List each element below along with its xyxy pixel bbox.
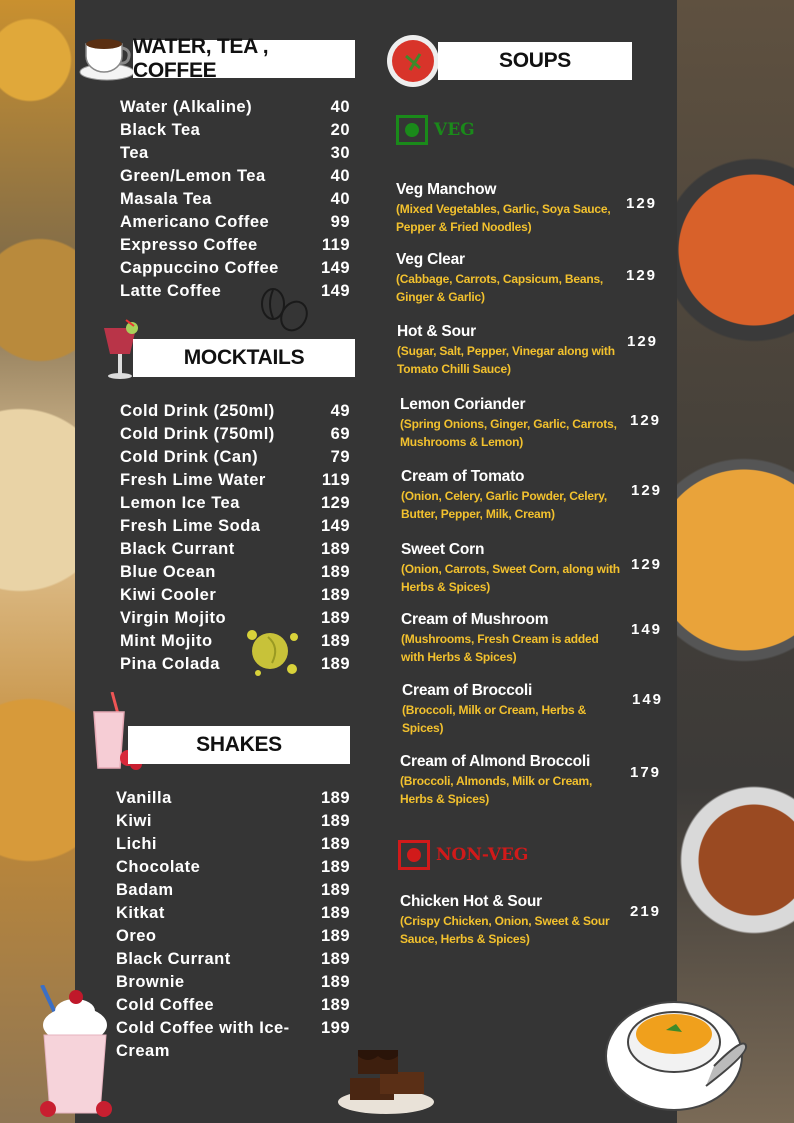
item-price: 20	[330, 121, 350, 139]
veg-label: VEG	[434, 120, 475, 140]
menu-item	[120, 653, 350, 676]
item-name: Pina Colada	[120, 655, 220, 673]
menu-item	[116, 994, 350, 1017]
nonveg-tag	[398, 840, 528, 870]
item-price: 79	[330, 448, 350, 466]
soup-name: Sweet Corn	[401, 541, 485, 558]
item-price: 189	[320, 904, 350, 922]
item-price: 189	[320, 563, 350, 581]
soup-price: 129	[631, 556, 663, 573]
soup-item	[396, 180, 666, 236]
menu-item	[116, 833, 350, 856]
item-name: Vanilla	[116, 789, 172, 807]
soup-name: Cream of Mushroom	[401, 611, 549, 628]
soup-description: (Cabbage, Carrots, Capsicum, Beans, Ginger & Garlic)	[396, 272, 604, 304]
soup-item	[401, 467, 671, 523]
shakes-title: SHAKES	[196, 733, 282, 756]
item-name: Virgin Mojito	[120, 609, 227, 627]
menu-item	[120, 188, 350, 211]
item-name: Cold Coffee	[116, 996, 215, 1014]
soup-price: 149	[632, 691, 664, 708]
item-price: 189	[320, 789, 350, 807]
item-name: Lemon Ice Tea	[120, 494, 240, 512]
nonveg-label: NON-VEG	[436, 845, 529, 865]
soup-description: (Broccoli, Milk or Cream, Herbs & Spices)	[402, 703, 587, 735]
menu-item	[120, 234, 350, 257]
milkshake-icon	[30, 985, 120, 1120]
item-price: 149	[320, 282, 350, 300]
shakes-list	[116, 787, 350, 1063]
item-name: Kiwi	[116, 812, 152, 830]
soup-price: 129	[631, 482, 663, 499]
item-name: Masala Tea	[120, 190, 212, 208]
section-title-soups	[438, 42, 632, 80]
soup-name: Hot & Sour	[397, 323, 476, 340]
item-name: Americano Coffee	[120, 213, 270, 231]
item-name: Blue Ocean	[120, 563, 216, 581]
item-price: 189	[320, 973, 350, 991]
item-price: 119	[321, 471, 350, 489]
soup-description: (Spring Onions, Ginger, Garlic, Carrots, Mushrooms & Lemon)	[400, 417, 617, 449]
menu-item	[120, 423, 350, 446]
item-name: Mint Mojito	[120, 632, 213, 650]
item-name: Badam	[116, 881, 174, 899]
item-name: Tea	[120, 144, 149, 162]
item-price: 189	[320, 835, 350, 853]
menu-item	[116, 948, 350, 971]
soup-bowl-icon	[604, 990, 754, 1116]
menu-item	[116, 925, 350, 948]
soup-price: 219	[630, 903, 662, 920]
soup-name: Veg Manchow	[396, 181, 497, 198]
coffee-beans-icon	[258, 286, 310, 334]
item-name: Latte Coffee	[120, 282, 222, 300]
soup-price: 129	[627, 333, 659, 350]
menu-item	[120, 257, 350, 280]
menu-item	[120, 446, 350, 469]
soups-title: SOUPS	[498, 49, 572, 72]
menu-item	[120, 584, 350, 607]
item-name: Lichi	[116, 835, 158, 853]
item-name: Fresh Lime Water	[120, 471, 266, 489]
menu-item	[116, 1017, 350, 1063]
section-title-beverages	[133, 35, 355, 82]
soup-description: (Mushrooms, Fresh Cream is added with Herbs & Spices)	[401, 632, 599, 664]
item-price: 40	[330, 167, 350, 185]
soup-description: (Broccoli, Almonds, Milk or Cream, Herbs & Spices)	[400, 774, 593, 806]
menu-item	[120, 515, 350, 538]
menu-item	[120, 400, 350, 423]
menu-item	[116, 810, 350, 833]
item-price: 99	[330, 213, 350, 231]
mocktails-list	[120, 400, 350, 676]
menu-item	[116, 787, 350, 810]
soup-item	[402, 681, 672, 737]
soup-price: 179	[630, 764, 662, 781]
item-name: Cold Drink (250ml)	[120, 402, 275, 420]
item-price: 189	[320, 996, 350, 1014]
veg-tag	[396, 115, 475, 145]
soup-description: (Mixed Vegetables, Garlic, Soya Sauce, Pepper & Fried Noodles)	[396, 202, 611, 234]
menu-item	[120, 492, 350, 515]
menu-item	[116, 879, 350, 902]
veg-symbol-icon	[396, 115, 428, 145]
soup-item	[400, 892, 670, 948]
item-name: Black Currant	[120, 540, 235, 558]
menu-item	[120, 119, 350, 142]
food-photo-right	[674, 0, 794, 1123]
menu-item	[120, 165, 350, 188]
menu-item	[116, 856, 350, 879]
soup-price: 129	[626, 195, 658, 212]
soup-name: Chicken Hot & Sour	[400, 893, 542, 910]
item-price: 189	[320, 950, 350, 968]
nonveg-symbol-icon	[398, 840, 430, 870]
soup-item	[396, 250, 666, 306]
item-price: 189	[320, 632, 350, 650]
item-name: Cold Drink (750ml)	[120, 425, 275, 443]
item-name: Brownie	[116, 973, 185, 991]
item-name: Cappuccino Coffee	[120, 259, 279, 277]
menu-item	[120, 607, 350, 630]
soup-item	[400, 395, 670, 451]
section-title-shakes	[128, 726, 350, 764]
menu-item	[120, 211, 350, 234]
menu-item	[120, 630, 350, 653]
item-price: 189	[320, 609, 350, 627]
item-name: Fresh Lime Soda	[120, 517, 261, 535]
item-price: 189	[320, 858, 350, 876]
item-name: Black Currant	[116, 950, 231, 968]
item-price: 189	[320, 655, 350, 673]
menu-item	[116, 902, 350, 925]
soup-item	[401, 540, 671, 596]
soup-description: (Crispy Chicken, Onion, Sweet & Sour Sauce, Herbs & Spices)	[400, 914, 610, 946]
item-price: 40	[330, 98, 350, 116]
item-price: 189	[320, 586, 350, 604]
soup-name: Cream of Tomato	[401, 468, 525, 485]
item-price: 40	[330, 190, 350, 208]
beverages-list	[120, 96, 350, 303]
section-title-mocktails	[133, 339, 355, 377]
item-price: 119	[321, 236, 350, 254]
item-price: 49	[330, 402, 350, 420]
soup-name: Veg Clear	[396, 251, 465, 268]
brownie-icon	[336, 1042, 436, 1118]
item-name: Kitkat	[116, 904, 165, 922]
item-name: Chocolate	[116, 858, 201, 876]
item-price: 189	[320, 927, 350, 945]
soup-item	[397, 322, 667, 378]
lime-splash-icon	[238, 615, 308, 685]
menu-item	[120, 142, 350, 165]
soup-price: 129	[630, 412, 662, 429]
item-name: Water (Alkaline)	[120, 98, 253, 116]
item-price: 189	[320, 881, 350, 899]
soup-item	[400, 752, 670, 808]
item-price: 149	[320, 259, 350, 277]
item-name: Green/Lemon Tea	[120, 167, 266, 185]
item-name: Expresso Coffee	[120, 236, 258, 254]
item-name: Black Tea	[120, 121, 201, 139]
soup-name: Cream of Almond Broccoli	[400, 753, 591, 770]
soup-description: (Onion, Celery, Garlic Powder, Celery, Butter, Pepper, Milk, Cream)	[401, 489, 608, 521]
tomato-soup-icon	[386, 34, 440, 88]
menu-item	[120, 469, 350, 492]
item-price: 149	[320, 517, 350, 535]
item-price: 69	[330, 425, 350, 443]
item-name: Kiwi Cooler	[120, 586, 217, 604]
item-name: Cold Coffee with Ice-Cream	[116, 1019, 290, 1060]
mocktails-title: MOCKTAILS	[183, 346, 305, 369]
beverages-title: WATER, TEA , COFFEE	[133, 35, 269, 82]
soup-description: (Sugar, Salt, Pepper, Vinegar along with Tomato Chilli Sauce)	[397, 344, 615, 376]
item-price: 189	[320, 540, 350, 558]
item-name: Oreo	[116, 927, 157, 945]
menu-item	[120, 538, 350, 561]
soup-price: 149	[631, 621, 663, 638]
soup-description: (Onion, Carrots, Sweet Corn, along with Herbs & Spices)	[401, 562, 620, 594]
soup-item	[401, 610, 671, 666]
menu-item	[120, 280, 350, 303]
item-name: Cold Drink (Can)	[120, 448, 259, 466]
soup-price: 129	[626, 267, 658, 284]
item-price: 129	[320, 494, 350, 512]
item-price: 199	[320, 1019, 350, 1037]
food-photo-left	[0, 0, 80, 1123]
menu-item	[116, 971, 350, 994]
soup-name: Lemon Coriander	[400, 396, 526, 413]
menu-item	[120, 96, 350, 119]
menu-item	[120, 561, 350, 584]
soup-name: Cream of Broccoli	[402, 682, 533, 699]
item-price: 30	[330, 144, 350, 162]
item-price: 189	[320, 812, 350, 830]
coffee-cup-icon	[78, 30, 136, 82]
